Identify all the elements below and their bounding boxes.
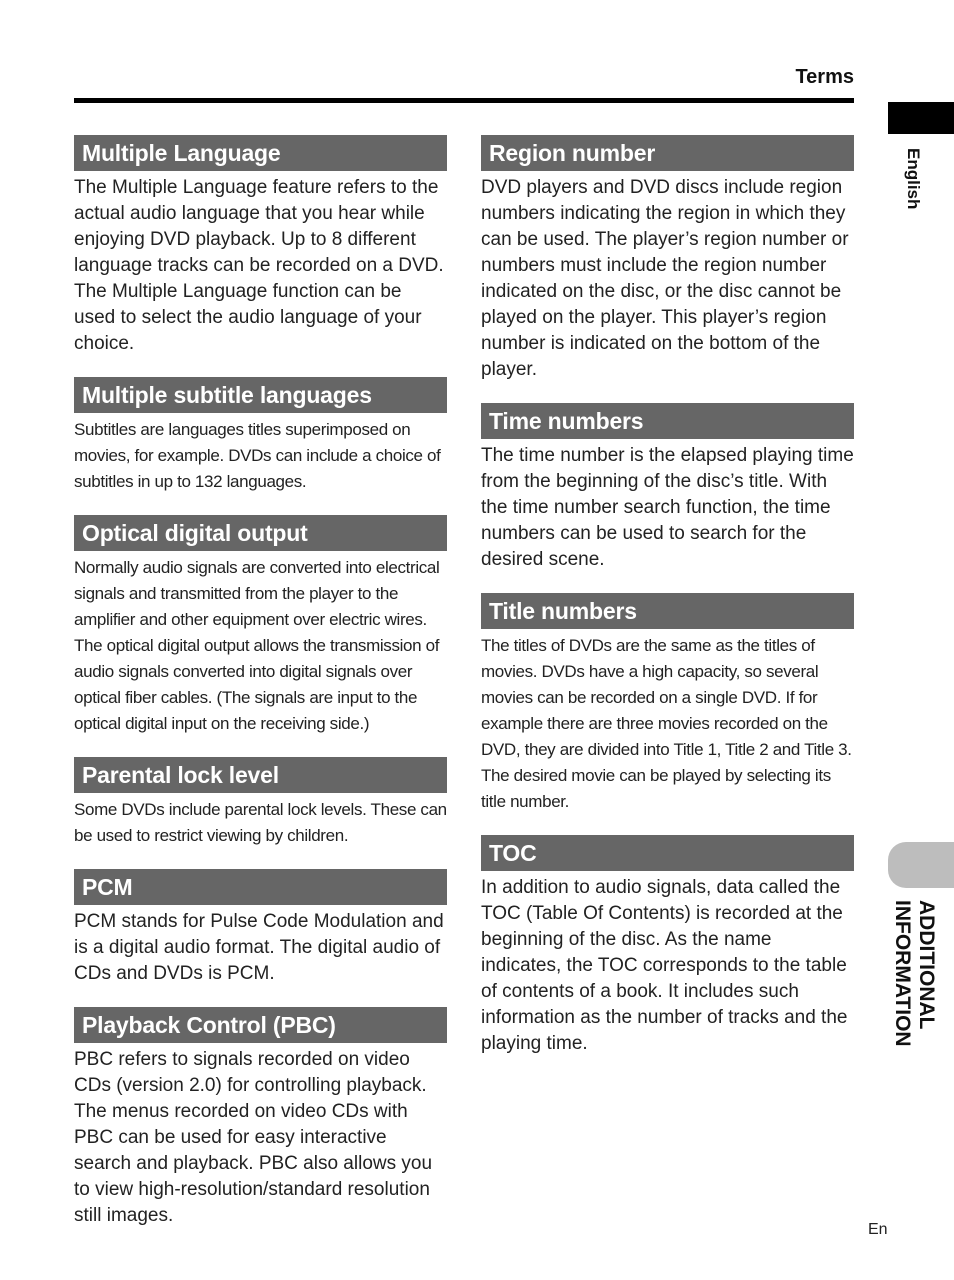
section-multiple-subtitle-languages (74, 377, 447, 495)
section-parental-lock-level (74, 757, 447, 849)
section-body: The time number is the elapsed playing time from the beginning of the disc’s title. With the time number search function, the time numbers can be used to search for the desired scene. (481, 445, 854, 570)
side-tab-section-marker (888, 842, 954, 888)
section-heading: Multiple subtitle languages (74, 377, 447, 413)
page-language-code: En (868, 1221, 888, 1238)
side-tab-language: English (904, 148, 923, 210)
section-time-numbers (481, 403, 854, 573)
section-body: PBC refers to signals recorded on video CDs (version 2.0) for controlling playback. The menus recorded on video CDs with PBC can be used for easy interactive search and playback. PBC also allows you to view high-resolution/standard resolution still images. (74, 1049, 433, 1226)
section-heading: Title numbers (481, 593, 854, 629)
section-heading: Region number (481, 135, 854, 171)
section-heading: Optical digital output (74, 515, 447, 551)
section-body: DVD players and DVD discs include region numbers indicating the region in which they can be used. The player’s region number or numbers must include the region number indicated on the disc, or the disc cannot be played on the player. This player’s region number is indicated on the bottom of the player. (481, 177, 849, 380)
section-heading: Playback Control (PBC) (74, 1007, 447, 1043)
page-header-title: Terms (795, 66, 854, 88)
section-multiple-language (74, 135, 447, 357)
side-tab-section-line2: INFORMATION (891, 900, 914, 1047)
section-heading: Multiple Language (74, 135, 447, 171)
section-body: Normally audio signals are converted into electrical signals and transmitted from the player to the amplifier and other equipment over electric wires. The optical digital output allows the transmission of audio signals converted into digital signals over optical fiber cables. (The signals are input to the optical digital input on the receiving side.) (74, 558, 440, 733)
section-heading: Parental lock level (74, 757, 447, 793)
section-body: The Multiple Language feature refers to the actual audio language that you hear while enjoying DVD playback. Up to 8 different language tracks can be recorded on a DVD. The Multiple Language function can be used to select the audio language of your choice. (74, 177, 444, 354)
section-body: The titles of DVDs are the same as the titles of movies. DVDs have a high capacity, so several movies can be recorded on a single DVD. If for example there are three movies recorded on the DVD, they are divided into Title 1, Title 2 and Title 3. The desired movie can be played by selecting its title number. (481, 636, 852, 811)
section-playback-control (74, 1007, 447, 1229)
section-region-number (481, 135, 854, 383)
header-rule (74, 98, 854, 103)
side-tab-marker (888, 102, 954, 134)
section-body: Some DVDs include parental lock levels. These can be used to restrict viewing by children. (74, 800, 447, 845)
side-tab-section (886, 900, 938, 1070)
side-tab-section-line1: ADDITIONAL (915, 900, 938, 1030)
section-heading: Time numbers (481, 403, 854, 439)
section-body: PCM stands for Pulse Code Modulation and is a digital audio format. The digital audio of CDs and DVDs is PCM. (74, 911, 444, 984)
section-body: In addition to audio signals, data called the TOC (Table Of Contents) is recorded at the beginning of the disc. As the name indicates, the TOC corresponds to the table of contents of a book. It includes such information as the number of tracks and the playing time. (481, 877, 848, 1054)
left-column (74, 135, 447, 1249)
section-body: Subtitles are languages titles superimposed on movies, for example. DVDs can include a choice of subtitles in up to 132 languages. (74, 420, 441, 491)
section-heading: TOC (481, 835, 854, 871)
right-column (481, 135, 854, 1077)
section-title-numbers (481, 593, 854, 815)
section-heading: PCM (74, 869, 447, 905)
section-toc (481, 835, 854, 1057)
section-optical-digital-output (74, 515, 447, 737)
section-pcm (74, 869, 447, 987)
